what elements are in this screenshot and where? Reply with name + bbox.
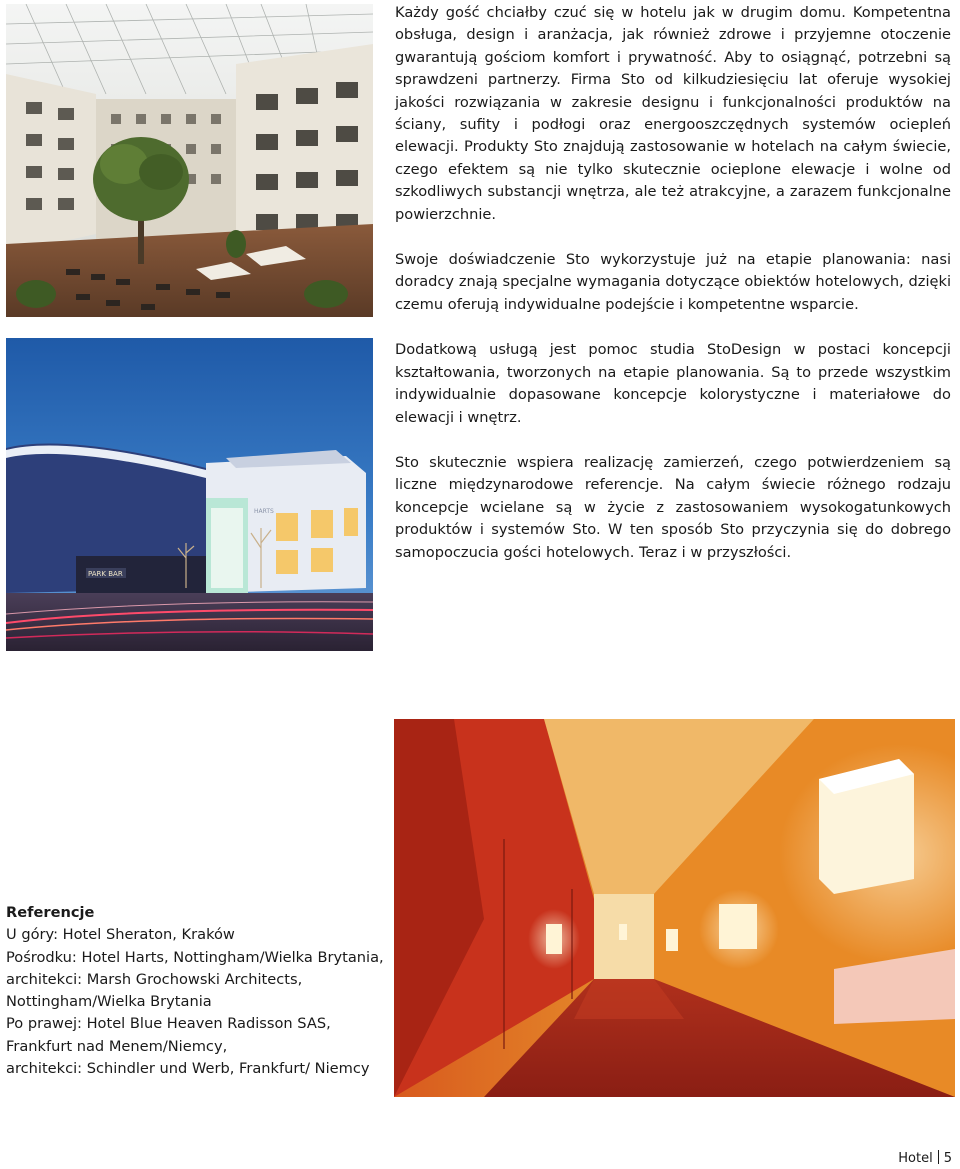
- park-bar-sign: PARK BAR: [88, 570, 123, 578]
- svg-text:HARTS: HARTS: [254, 508, 274, 515]
- references-title: Referencje: [6, 904, 95, 921]
- hotel-exterior-photo: [6, 338, 373, 651]
- atrium-photo: [6, 4, 373, 317]
- paragraph-intro: Każdy gość chciałby czuć się w hotelu jak w drugim domu. Kompetentna obsługa, design i aranżacja, jak również zdrowe i przyjemne otoczenie gwarantują gościom komfort i prywatność. Aby to osiągnąć, potrzebni są sprawdzeni partnerzy. Firma Sto od kilkudziesięciu lat oferuje wysokiej jakości rozwiązania w zakresie designu i funkcjonalności produktów na ściany, sufity i podłogi oraz energooszczędnych systemów ociepleń elewacji. Produkty Sto znajdują zastosowanie w hotelach na całym świecie, czego efektem są nie tylko skutecznie ocieplone elewacje i wolne od szkodliwych substancji wnętrza, ale też atrakcyjne, a zarazem funkcjonalne powierzchnie.: [395, 4, 951, 223]
- reference-line: Nottingham/Wielka Brytania: [6, 993, 212, 1011]
- hotel-corridor-photo: [394, 719, 955, 1097]
- footer-section: Hotel: [898, 1151, 933, 1166]
- reference-line: U góry: Hotel Sheraton, Kraków: [6, 926, 235, 944]
- paragraph-planning: Swoje doświadczenie Sto wykorzystuje już na etapie planowania: nasi doradcy znają specjalne wymagania dotyczące obiektów hotelowych, dzięki czemu oferują indywidualne podejście i kompetentne wsparcie.: [395, 251, 951, 313]
- reference-line: Pośrodku: Hotel Harts, Nottingham/Wielka Brytania,: [6, 948, 384, 966]
- paragraph-references: Sto skutecznie wspiera realizację zamierzeń, czego potwierdzeniem są liczne międzynarodowe referencje. Na całym świecie różnego rodzaju koncepcje wcielane są w życie z zastosowaniem wysokogatunkowych produktów i systemów Sto. W ten sposób Sto przyczynia się do dobrego samopoczucia gości hotelowych. Teraz i w przyszłości.: [395, 453, 951, 561]
- body-text: [395, 2, 951, 587]
- references-caption: [6, 902, 386, 1080]
- reference-line: architekci: Schindler und Werb, Frankfurt/ Niemcy: [6, 1060, 370, 1078]
- page-number: 5: [943, 1151, 952, 1166]
- reference-line: Po prawej: Hotel Blue Heaven Radisson SAS,: [6, 1015, 331, 1033]
- paragraph-stodesign: Dodatkową usługą jest pomoc studia StoDesign w postaci koncepcji kształtowania, tworzonych na etapie planowania. Są to przede wszystkim indywidualnie dopasowane koncepcje kolorystyczne i materiałowe do elewacji i wnętrz.: [395, 341, 951, 426]
- reference-line: architekci: Marsh Grochowski Architects,: [6, 970, 303, 988]
- reference-line: Frankfurt nad Menem/Niemcy,: [6, 1037, 228, 1055]
- footer-divider: [938, 1150, 939, 1164]
- page-footer: [898, 1150, 952, 1168]
